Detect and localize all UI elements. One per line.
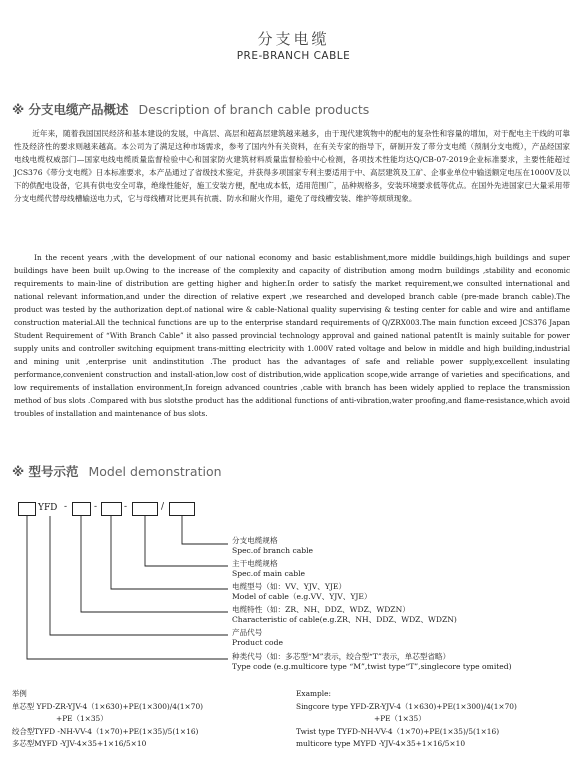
model-slash: / (161, 502, 165, 512)
example-line: multicore type MYFD -YJV-4×35+1×16/5×10 (296, 739, 466, 748)
label-branch-spec (232, 536, 313, 556)
label-cn: 分支电缆规格 (232, 536, 278, 545)
model-heading-cn: ※ 型号示范 (12, 464, 79, 479)
model-prefix: YFD (38, 503, 58, 513)
example-line: 多芯型MYFD -YJV-4×35+1×16/5×10 (12, 739, 147, 748)
overview-heading-en: Description of branch cable products (138, 102, 370, 117)
label-en: Spec.of branch cable (232, 546, 314, 555)
label-en: Spec.of main cable (232, 569, 306, 578)
label-cable-model (232, 582, 372, 602)
label-en: Product code (232, 638, 283, 647)
label-en: Characteristic of cable(e.g.ZR、NH、DDZ、WDZ、WDZN) (232, 615, 457, 624)
examples-cn (12, 688, 203, 751)
label-main-spec (232, 559, 305, 579)
overview-paragraph-cn: 近年来，随着我国国民经济和基本建设的发展，中高层、高层和超高层建筑越来越多，由于现代建筑物中的配电的复杂性和容量的增加，对于配电主干线的可靠性及经济性的要求则越来越高。本公司为了满足这种市场需求，参考了国内外有关资料，在有关专家的指导下，研制开发了带分支电缆（预制分支电缆），产品经国家电线电缆权威部门—国家电线电缆质量监督检验中心和国家防火建筑材料质量监督检验中心检测，各项技术性能均达Q/CB-07-2019企业标准要求，主要性能超过JCS376《带分支电缆》日本标准要求，本产品通过了省级技术鉴定，并获得多项国家专利主要适用于中、高层建筑及工矿、企事业单位中输送额定电压在1000V及以下的供配电设备，它具有供电安全可靠，绝缘性能好，施工安装方便，配电成本低，适用范围广，品种规格多，安装环境要求低等优点。在国外先进国家已大量采用带分支电缆代替母线槽输送电力式，它与母线槽对比更具有抗震、防水和耐火作用，避免了母线槽安装、维护等烦琐现象。 (14, 129, 570, 203)
model-dash: - (124, 502, 128, 512)
label-en: Model of cable（e.g.VV、YJV、YJE） (232, 592, 372, 601)
label-cn: 电缆特性（如：ZR、NH、DDZ、WDZ、WDZN） (232, 605, 410, 614)
overview-paragraph-en: In the recent years ,with the development of our national economy and basic establishment,more middle buildings,high buildings and super buildings have been built up.Owing to the increase of the complexity and capacity of distribution among modrn buildings ,stability and economic requirements to main-line of distribution are getting higher and higher.In order to satisfy the market requirement,we consulted international and national relevant information,and under the direction of relative expert ,we researched and developed branch cable (pre-made branch cable).The product was tested by the authorization dept.of national wire & cable-National quality supervising & testing center for cable and wire and antiflame construction material.All the technical functions are up to the enterprise standard requirements of Q/ZRX003.The main function exceed JCS376 Japan Student Requirement of “With Branch Cable” it also passed provincial technology approval and gained national patentIt is mainly suitable for power supply units and controller switching equipment trans-mitting electricity with 1.000V rated voltage and below in middle and high building,industrial and mining unit ,enterprise unit andinstitution .The product has the advantages of safe and reliable power supply,excellent insulating performance,convenient construction and install-ation,low cost of distribution,wide application scope,wide arrange of varieties and specifications, and low requirements of installation environment,In foreign advanced countries ,cable with branch has been widely applied to replace the transmission method of bus slots .Compared with bus slotsthe product has the additional functions of anti-vibration,water proofing,and flame-resistance,which avoid troubles of installation and maintenance of bus slots. (14, 253, 570, 418)
leader-product-code (50, 516, 228, 635)
page-subtitle: PRE-BRANCH CABLE (236, 50, 351, 62)
examples-en (296, 688, 517, 751)
label-cn: 产品代号 (232, 628, 263, 637)
leader-type-code (27, 516, 228, 659)
label-product-code (232, 628, 283, 648)
label-cn: 主干电缆规格 (232, 559, 278, 568)
model-dash: - (64, 502, 68, 512)
leader-branch-spec (182, 516, 228, 544)
leader-characteristic (81, 516, 228, 612)
label-cn: 种类代号（如：多芯型“M”表示，绞合型“T”表示，单芯型省略） (232, 652, 451, 661)
example-line: +PE（1×35） (56, 714, 108, 723)
label-characteristic (232, 605, 457, 625)
example-line: Twist type TYFD-NH-VV-4（1×70)+PE(1×35)/5(1×16) (296, 726, 500, 736)
example-line: 绞合型TYFD -NH-VV-4（1×70)+PE(1×35)/5(1×16) (12, 726, 199, 736)
model-dash: - (94, 502, 98, 512)
leader-cable-model (111, 516, 228, 589)
examples-heading-cn: 举例 (12, 689, 27, 698)
overview-heading-cn: ※ 分支电缆产品概述 (12, 102, 129, 117)
example-line: Singcore type YFD-ZR-YJV-4（1×630)+PE(1×300)/4(1×70) (296, 701, 517, 711)
page-title: 分支电缆 (257, 30, 330, 48)
example-line: 单芯型 YFD-ZR-YJV-4（1×630)+PE(1×300)/4(1×70) (12, 701, 204, 711)
label-type-code (232, 652, 512, 672)
example-line: +PE（1×35） (374, 714, 426, 723)
label-en: Type code (e.g.multicore type “M”,twist type“T”,singlecore type omited) (232, 662, 512, 671)
leader-main-spec (145, 516, 228, 566)
model-heading-en: Model demonstration (88, 464, 222, 479)
examples-heading-en: Example: (296, 689, 331, 698)
label-cn: 电缆型号（如：VV、YJV、YJE） (232, 582, 347, 591)
